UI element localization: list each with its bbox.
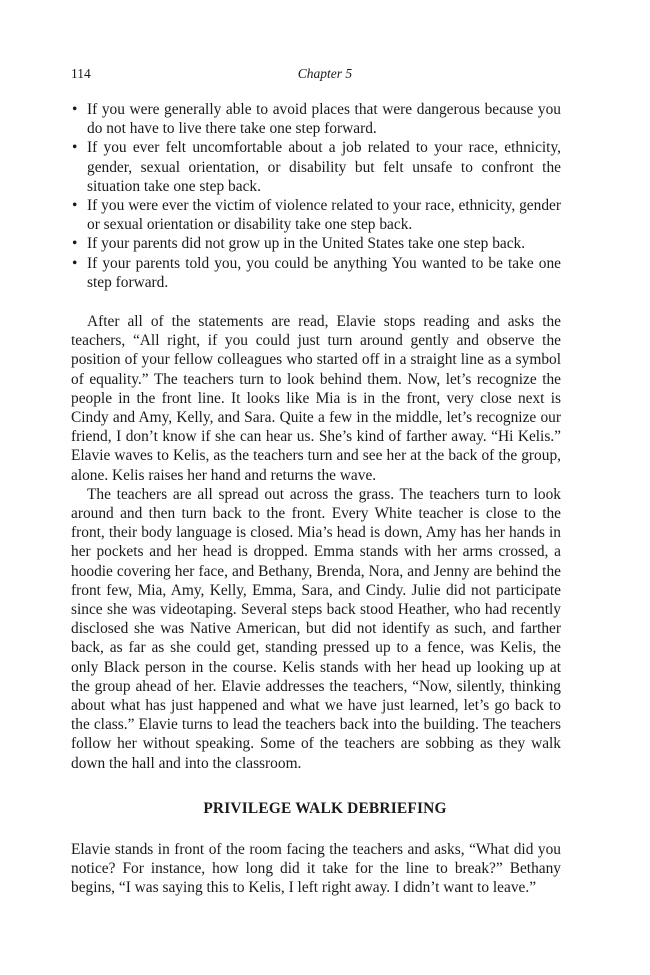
narrative-body: [71, 312, 561, 773]
debriefing-body: [71, 840, 561, 898]
list-item: • If your parents did not grow up in the United States take one step back.: [71, 234, 561, 253]
paragraph: After all of the statements are read, Elavie stops reading and asks the teachers, “All right, if you could just turn around gently and observe the position of your fellow colleagues who started off in a straight line as a symbol of equality.” The teachers turn to look behind them. Now, let’s recognize the people in the front line. It looks like Mia is in the front, very close next is Cindy and Amy, Kelly, and Sara. Quite a few in the middle, let’s recognize our friend, I don’t know if she can hear us. She’s kind of farther away. “Hi Kelis.” Elavie waves to Kelis, as the teachers turn and see her at the back of the group, alone. Kelis raises her hand and returns the wave.: [71, 313, 561, 484]
list-item: • If you ever felt uncomfortable about a job related to your race, ethnicity, gender, sexual orientation, or disability but felt unsafe to confront the situation take one step back.: [71, 138, 561, 196]
running-head: Chapter 5: [297, 66, 353, 81]
list-item: • If you were generally able to avoid places that were dangerous because you do not have to live there take one step forward.: [71, 100, 561, 138]
paragraph: Elavie stands in front of the room facing the teachers and asks, “What did you notice? For instance, how long did it take for the line to break?” Bethany begins, “I was saying this to Kelis, I left right away. I didn’t want to leave.”: [71, 841, 561, 897]
list-item: • If you were ever the victim of violence related to your race, ethnicity, gender or sexual orientation or disability take one step back.: [71, 196, 561, 234]
paragraph: The teachers are all spread out across the grass. The teachers turn to look around and then turn back to the front. Every White teacher is close to the front, their body language is closed. Mia’s head is down, Amy has her hands in her pockets and her head is dropped. Emma stands with her arms crossed, a hoodie covering her face, and Bethany, Brenda, Nora, and Jenny are behind the front few, Mia, Amy, Kelly, Emma, Sara, and Cindy. Julie did not participate since she was videotaping. Several steps back stood Heather, who had recently disclosed she was Native American, but did not identify as such, and farther back, as far as she could get, standing pressed up to a fence, was Kelis, the only Black person in the course. Kelis stands with her head up looking up at the group ahead of her. Elavie addresses the teachers, “Now, silently, thinking about what has just happened and what we have just learned, let’s go back to the class.” Elavie turns to lead the teachers back into the building. The teachers follow her without speaking. Some of the teachers are sobbing as they walk down the hall and into the classroom.: [71, 485, 561, 772]
section-heading: PRIVILEGE WALK DEBRIEFING: [203, 800, 447, 817]
page-number: 114: [71, 66, 91, 81]
statement-list: [71, 100, 561, 292]
list-item: • If your parents told you, you could be anything You wanted to be take one step forward.: [71, 254, 561, 292]
